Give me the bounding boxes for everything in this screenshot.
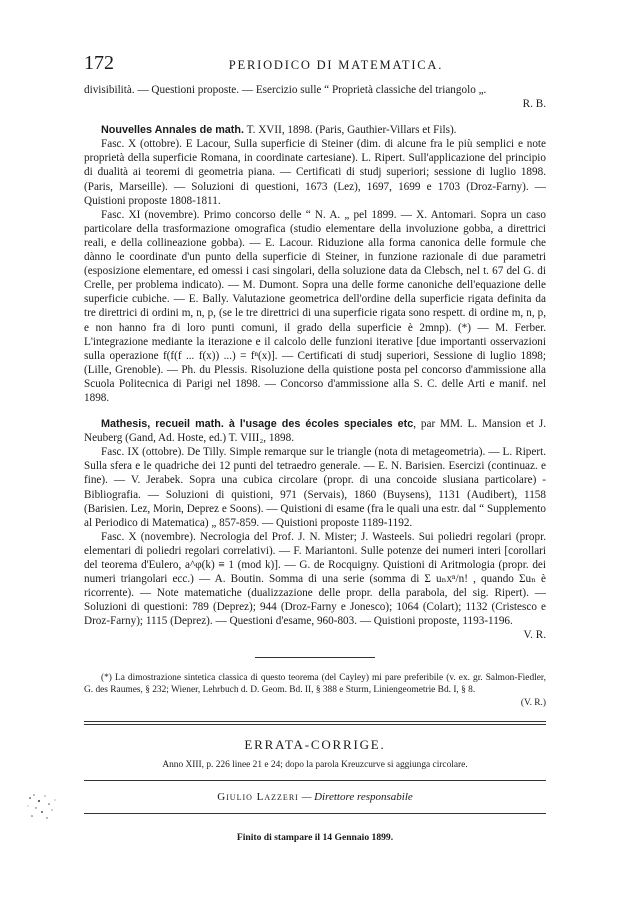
nouvelles-fasc-xi: Fasc. XI (novembre). Primo concorso delle “ N. A. „ pel 1899. — X. Antomari. Sopra un caso particolare della trasformazione omografica (studio elementare della involuzione gobba, a direttrici reali, e della collineazione gobba). — E. Lacour. Riduzione alla forma canonica delle formule che dànno le coordinate d'un punto della superficie di Steiner, in funzione razionale di due parametri (esposizione elementare, ed omessi i casi singolari, della soluzione data da Clebsch, nel t. 67 del G. di Crelle, per problema indicato). — M. Dumont. Sopra una delle forme canoniche dell'equazione delle superficie cubiche. — E. Bally. Valutazione geometrica dell'ordine della superficie rigata definita da tre direttrici di ordini m, n, p, (se le tre direttrici di una superficie rigata sono respett. di ordine m, n, p, e non hanno fra di loro punti comuni, il grado della superficie è 2mnp). (*) — M. Ferber. L'integrazione mediante la iterazione e il calcolo delle funzioni iterative [due importanti osservazioni sulla operazione f(f(f ... f(x)) ...) = fⁿ(x)]. — Certificati di studj superiori, Sessione di luglio 1898; (Lille, Grenoble). — Ph. du Plessis. Risoluzione della quistione posta pel concorso d'ammissione alla Scuola Politecnica di Parigi nel 1898. — Concorso d'ammissione alla S. C. delle Arti e manif. nel 1898. (84, 208, 546, 404)
mathesis-heading (84, 417, 546, 445)
director-name: Giulio Lazzeri (217, 791, 299, 804)
director-line (84, 791, 546, 803)
mathesis-title: Mathesis, recueil math. à l'usage des écoles speciales etc (101, 418, 414, 431)
director-role: — Direttore responsabile (301, 791, 413, 804)
errata-title: ERRATA-CORRIGE. (244, 737, 386, 753)
signature-vr: V. R. (523, 629, 546, 642)
nouvelles-title: Nouvelles Annales de math. (101, 124, 245, 137)
print-completion-note: Finito di stampare il 14 Gennaio 1899. (236, 832, 394, 844)
ink-stain (20, 786, 66, 826)
footnote-divider (255, 657, 375, 658)
footnote: (*) La dimostrazione sintetica classica di questo teorema (del Cayley) mi pare preferibile (v. ex. gr. Salmon-Fiedler, G. des Raumes, § 232; Wiener, Lehrbuch d. D. Geom. Bd. II, § 388 e Sturm, Liniengeometrie Bd. I, § 8. (84, 672, 546, 696)
document-page (84, 52, 546, 843)
errata-divider (84, 721, 546, 725)
director-divider-bottom (84, 813, 546, 814)
page-number: 172 (84, 52, 114, 74)
page-header (84, 52, 546, 75)
nouvelles-heading (84, 123, 546, 137)
mathesis-title-rest: , par MM. L. Mansion et J. Neuberg (Gand, Ad. Hoste, ed.) T. VIII₂, 1898. (84, 418, 546, 445)
errata-text: Anno XIII, p. 226 linee 21 e 24; dopo la parola Kreuzcurve si aggiunga circolare. (162, 760, 468, 771)
mathesis-fasc-ix: Fasc. IX (ottobre). De Tilly. Simple remarque sur le triangle (nota di metageometria). — L. Ripert. Sulla sfera e le quadriche dei 12 punti del tetraedro generale. — E. N. Barisien. Esercizi (continuaz. e fine). — V. Jerabek. Sopra una cubica circolare (propr. di una concoide slusiana particolare) - Bibliografia. — Soluzioni di quistioni, 971 (Servais), 1860 (Buysens), 1131 (Audibert), 1158 (Barisien. Lez, Morin, Deprez e Soons). — Quistioni di esame (fra le quali una estr. dal “ Supplemento al Periodico di Matematica) „ 857-859. — Quistioni proposte 1189-1192. (84, 446, 546, 529)
director-divider-top (84, 780, 546, 781)
top-paragraph: divisibilità. — Questioni proposte. — Esercizio sulle “ Proprietà classiche del triangolo „. (84, 84, 487, 96)
nouvelles-fasc-x: Fasc. X (ottobre). E Lacour, Sulla superficie di Steiner (dim. di alcune fra le più semplici e note proprietà della superficie Romana, in coordinate cartesiane). L. Ripert. Sull'applicazione del principio di dualità ai teoremi di geometria piana. — Certificati di studj superiori; sessione di luglio 1898. (Paris, Marseille). — Soluzioni di questioni, 1673 (Lez), 1697, 1699 e 1703 (Droz-Farny). — Quistioni proposte 1808-1811. (84, 138, 546, 207)
running-title: PERIODICO DI MATEMATICA. (228, 58, 444, 72)
signature-rb: R. B. (522, 98, 546, 111)
mathesis-fasc-x: Fasc. X (novembre). Necrologia del Prof. J. N. Mister; J. Wasteels. Sui poliedri regolari (propr. elementari di poliedri regolari correlativi). — F. Mariantoni. Sulle potenze dei numeri interi [corollari del teorema d'Eulero, a^φ(k) ≡ 1 (mod k)]. — G. de Rocquigny. Quistioni di Aritmologia (propr. dei numeri triangolari ecc.) — A. Boutin. Somma di una serie (somma di Σ uₙxⁿ/n! , quando Σuₙ è ricorrente). — Note matematiche (dualizzazione delle propr. della parabola, del sig. Ripert). — Soluzioni di questioni: 789 (Deprez); 944 (Droz-Farny e Jonesco); 1064 (Colart); 1132 (Cristesco e Droz-Farny); 1115 (Deprez). — Questioni d'esame, 960-803. — Quistioni proposte, 1193-1196. (84, 530, 546, 628)
nouvelles-title-rest: T. XVII, 1898. (Paris, Gauthier-Villars et Fils). (244, 124, 457, 137)
footnote-signature: (V. R.) (520, 697, 546, 708)
